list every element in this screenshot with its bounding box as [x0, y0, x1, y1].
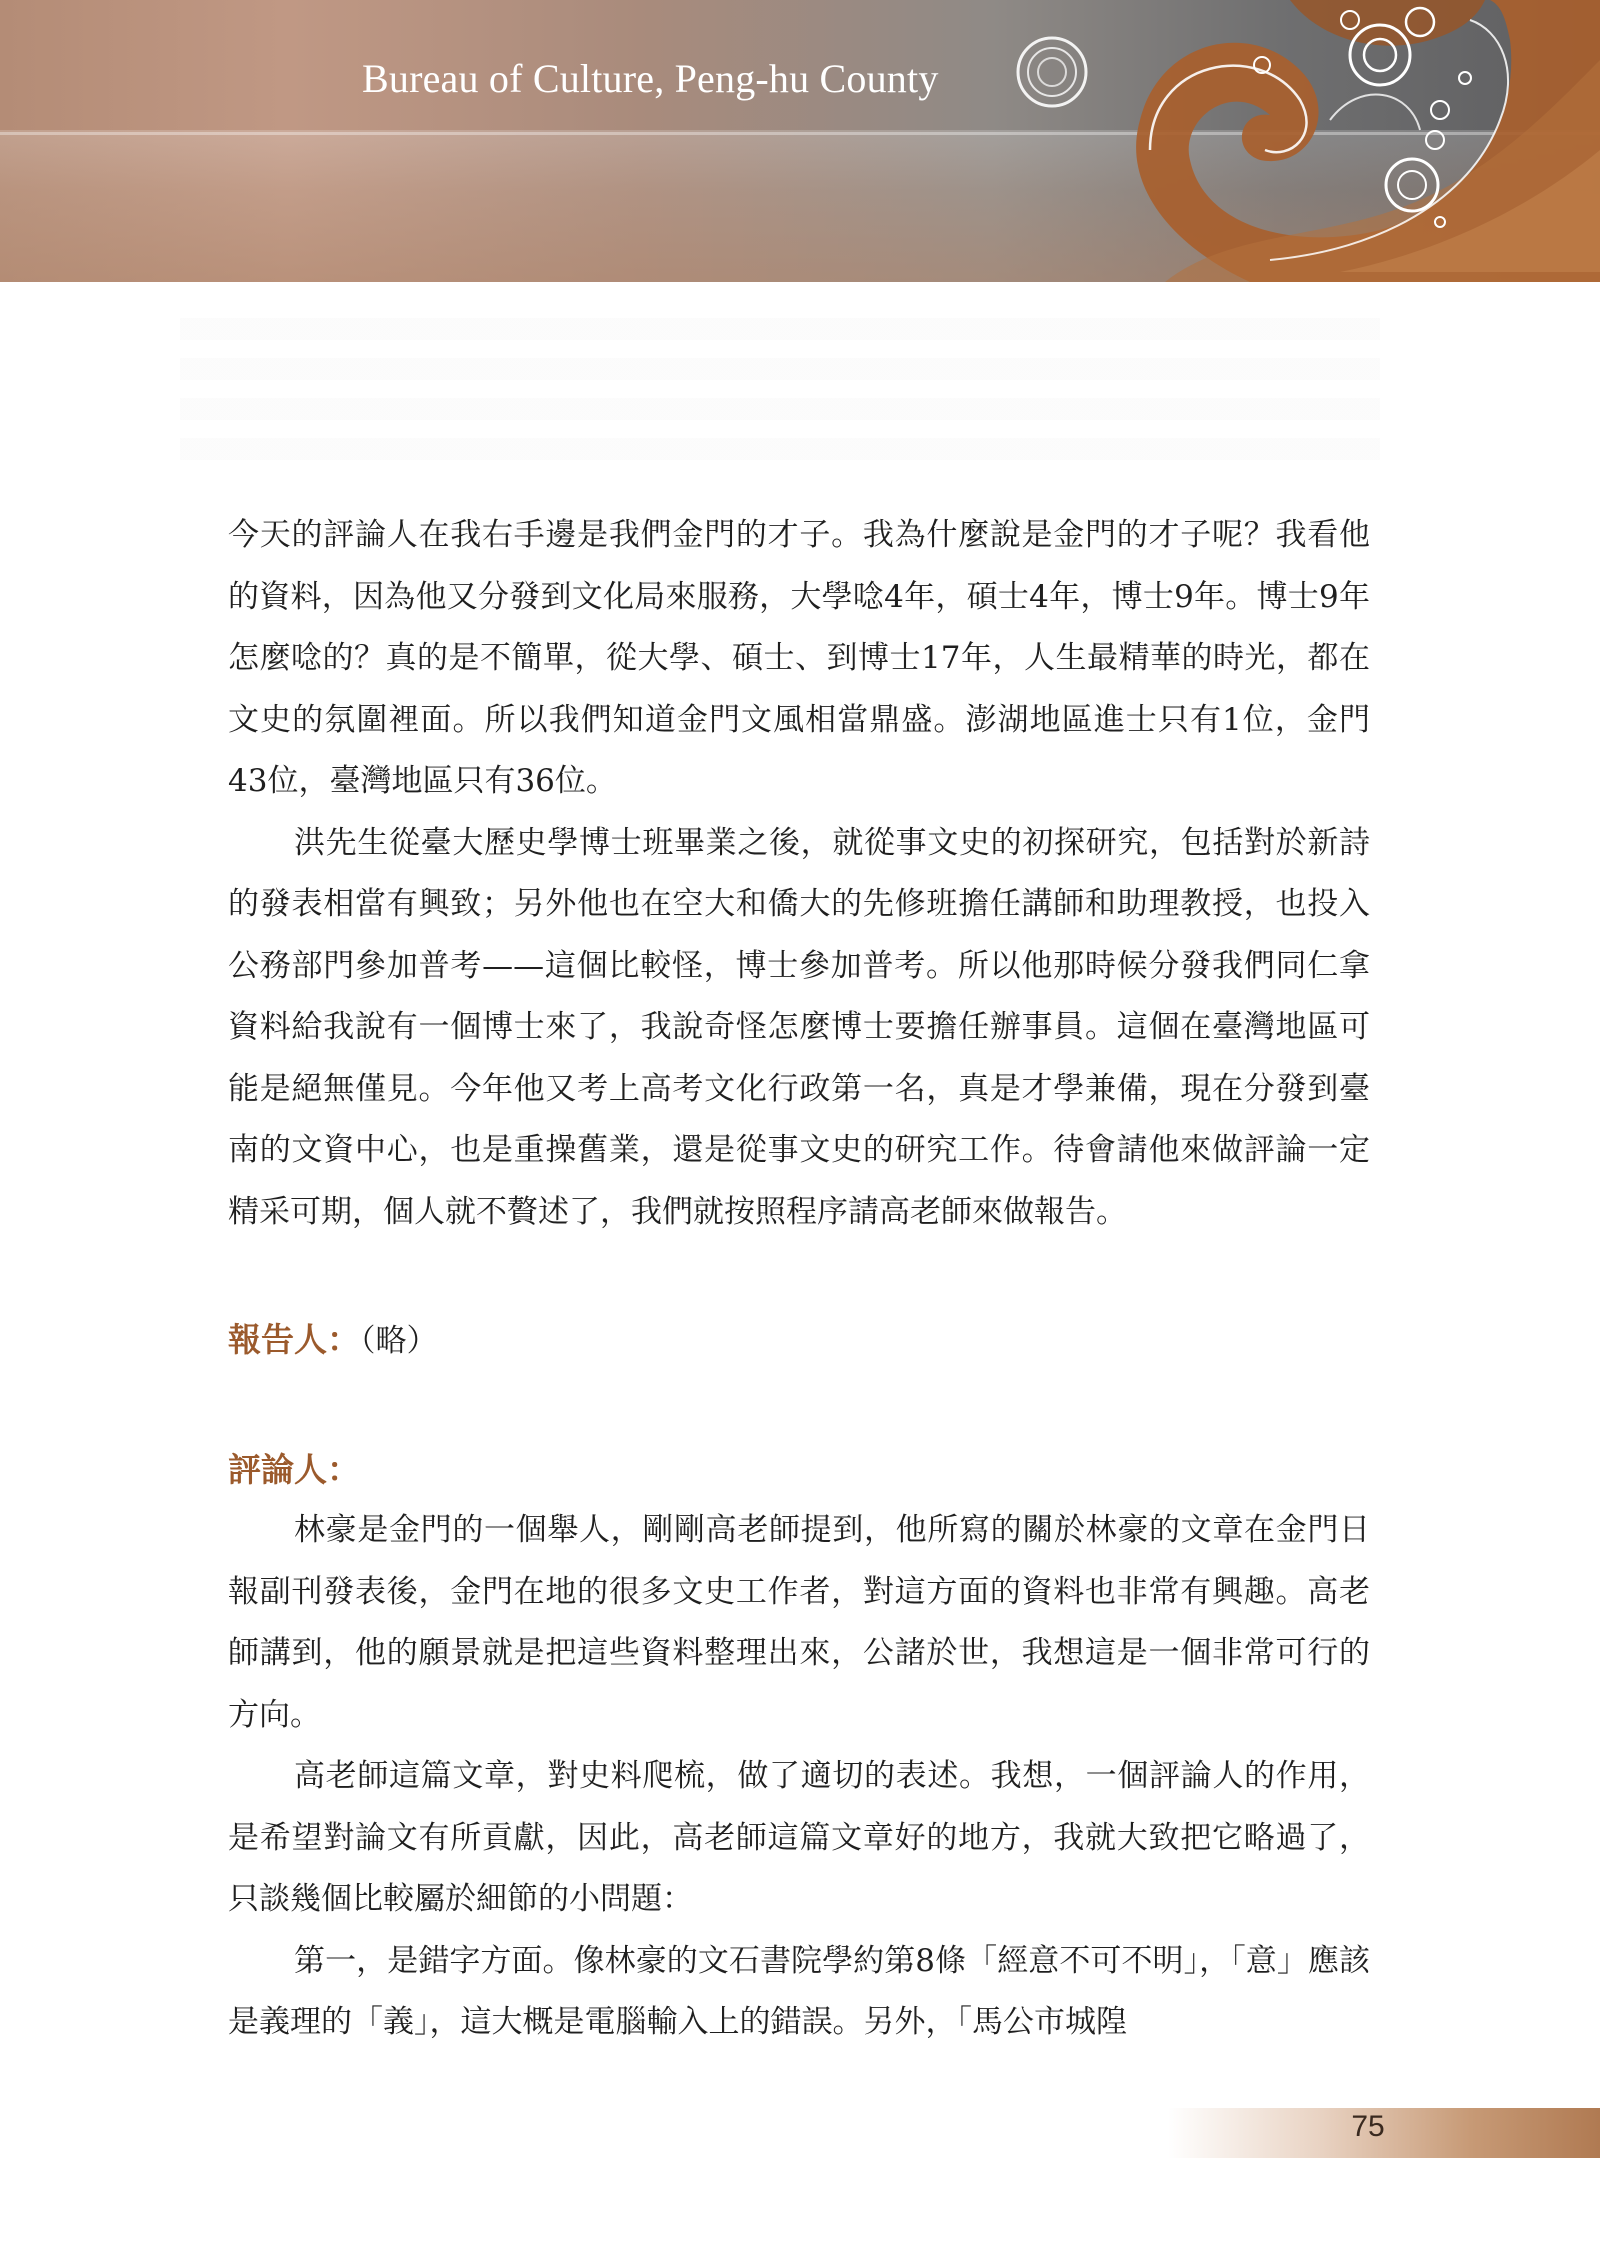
header-banner [0, 0, 1600, 282]
paragraph-intro-2: 洪先生從臺大歷史學博士班畢業之後，就從事文史的初探研究，包括對於新詩的發表相當有興致；另外他也在空大和僑大的先修班擔任講師和助理教授，也投入公務部門參加普考——這個比較怪，博士參加普考。所以他那時候分發我們同仁拿資料給我說有一個博士來了，我說奇怪怎麼博士要擔任辦事員。這個在臺灣地區可能是絕無僅見。今年他又考上高考文化行政第一名，真是才學兼備，現在分發到臺南的文資中心，也是重操舊業，還是從事文史的研究工作。待會請他來做評論一定精采可期，個人就不贅述了，我們就按照程序請高老師來做報告。 [228, 824, 1370, 1230]
faded-background-text [180, 318, 1380, 468]
paragraph-intro-1: 今天的評論人在我右手邊是我們金門的才子。我為什麼說是金門的才子呢？我看他的資料，因為他又分發到文化局來服務，大學唸4年，碩士4年，博士9年。博士9年怎麼唸的？真的是不簡單，從大學、碩士、到博士17年，人生最精華的時光，都在文史的氛圍裡面。所以我們知道金門文風相當鼎盛。澎湖地區進士只有1位，金門43位，臺灣地區只有36位。 [228, 517, 1370, 799]
reporter-label: 報告人： [228, 1320, 360, 1359]
commentator-heading: 評論人： [228, 1449, 360, 1489]
header-title: Bureau of Culture, Peng-hu County [362, 56, 939, 101]
paragraph-comment-1: 林豪是金門的一個舉人，剛剛高老師提到，他所寫的關於林豪的文章在金門日報副刊發表後，金門在地的很多文史工作者，對這方面的資料也非常有興趣。高老師講到，他的願景就是把這些資料整理出來，公諸於世，我想這是一個非常可行的方向。 [228, 1512, 1370, 1733]
article-body [228, 505, 1370, 2054]
wave-ornament-icon [0, 0, 1600, 282]
paragraph-comment-3: 第一，是錯字方面。像林豪的文石書院學約第8條「經意不可不明」，「意」應該是義理的「義」，這大概是電腦輸入上的錯誤。另外，「馬公市城隍 [228, 1942, 1370, 2040]
page-number: 75 [1351, 2110, 1385, 2143]
reporter-note: （略） [360, 1323, 438, 1359]
paragraph-comment-2: 高老師這篇文章，對史料爬梳，做了適切的表述。我想，一個評論人的作用，是希望對論文有所貢獻，因此，高老師這篇文章好的地方，我就大致把它略過了，只談幾個比較屬於細節的小問題： [228, 1758, 1370, 1917]
reporter-heading [228, 1309, 1370, 1373]
